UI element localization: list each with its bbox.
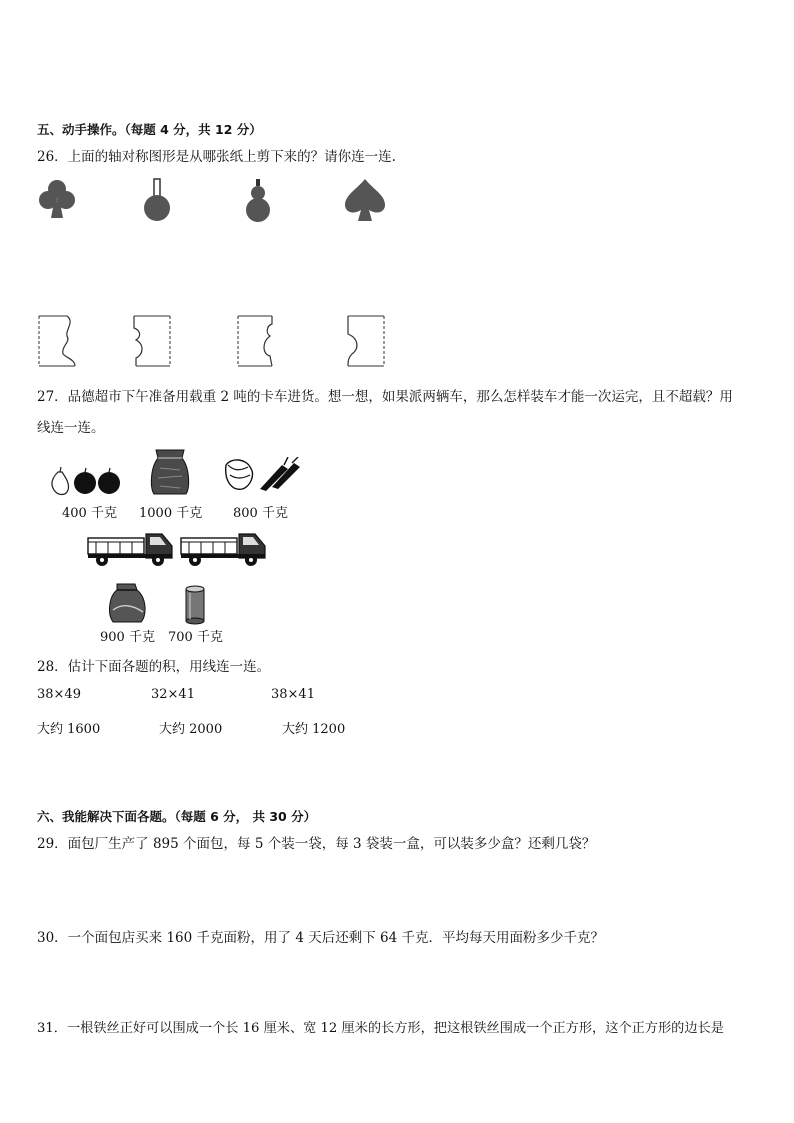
folded-paper-icon <box>236 314 278 368</box>
expression-1: 38×49 <box>37 687 81 702</box>
folded-paper-icon <box>37 314 79 368</box>
question-27-line-1: 27．品德超市下午准备用载重 2 吨的卡车进货。想一想，如果派两辆车，那么怎样装车才能一次运完，且不超载？用 <box>37 389 733 405</box>
estimate-2: 大约 2000 <box>159 722 223 737</box>
question-31: 31．一根铁丝正好可以围成一个长 16 厘米、宽 12 厘米的长方形，把这根铁丝围成一个正方形，这个正方形的边长是 <box>37 1021 724 1036</box>
sack-icon <box>148 448 192 496</box>
truck-icon <box>179 528 269 568</box>
goods-label-1000kg: 1000 千克 <box>139 506 203 521</box>
goods-label-800kg: 800 千克 <box>233 506 288 521</box>
section-6-heading: 六、我能解决下面各题。（每题 6 分， 共 30 分） <box>37 809 317 824</box>
expression-2: 32×41 <box>151 687 195 702</box>
vegetable-icon <box>222 457 302 493</box>
folded-paper-icon <box>344 314 388 368</box>
question-26: 26．上面的轴对称图形是从哪张纸上剪下来的？请你连一连. <box>37 149 396 165</box>
spade-icon <box>343 177 387 223</box>
estimate-1: 大约 1600 <box>37 722 101 737</box>
bag-icon <box>107 582 149 624</box>
goods-label-900kg: 900 千克 <box>100 630 155 645</box>
can-icon <box>183 585 207 625</box>
question-30: 30．一个面包店买来 160 千克面粉，用了 4 天后还剩下 64 千克．平均每天用面粉多少千克？ <box>37 930 604 946</box>
goods-label-700kg: 700 千克 <box>168 630 223 645</box>
estimate-3: 大约 1200 <box>282 722 346 737</box>
expression-3: 38×41 <box>271 687 315 702</box>
question-28: 28．估计下面各题的积，用线连一连。 <box>37 659 271 675</box>
section-5-heading: 五、动手操作。（每题 4 分，共 12 分） <box>37 122 262 137</box>
question-29: 29．面包厂生产了 895 个面包，每 5 个装一袋，每 3 袋装一盒，可以装多少盒？还剩几袋？ <box>37 836 596 852</box>
goods-label-400kg: 400 千克 <box>62 506 117 521</box>
round-flask-icon <box>140 177 174 223</box>
gourd-icon <box>242 178 274 224</box>
club-icon <box>37 178 77 220</box>
question-27-line-2: 线连一连。 <box>37 420 105 436</box>
fruit-icon <box>48 466 122 496</box>
truck-icon <box>86 528 176 568</box>
folded-paper-icon <box>130 314 174 368</box>
